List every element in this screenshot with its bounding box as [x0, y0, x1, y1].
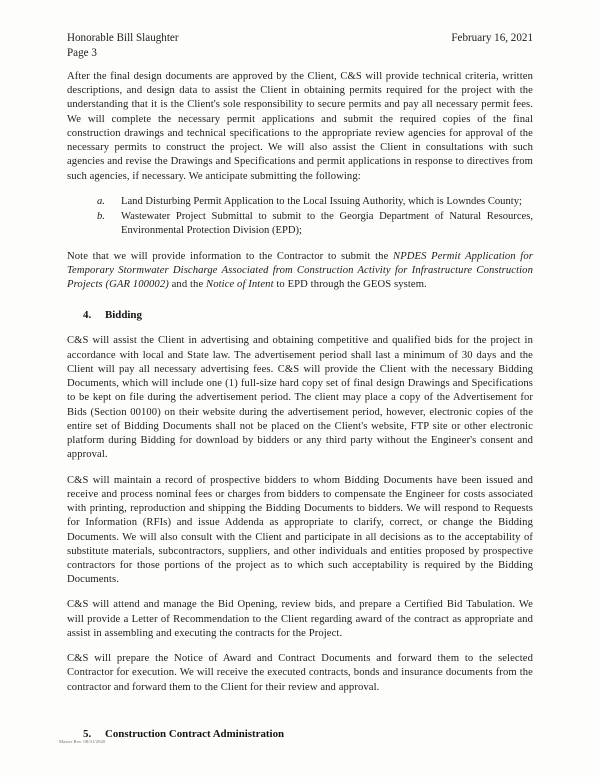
npdes-permit-title: NPDES Permit Application for Temporary Stormwater Discharge Associated from Construction Activity for Infrastructure Construction Projects (GAR 100002) [67, 250, 533, 291]
section-number: 5. [83, 727, 92, 740]
section-heading-construction-contract-administration [67, 727, 533, 741]
letter-date: February 16, 2021 [451, 32, 533, 44]
permit-submittal-list [67, 195, 533, 239]
notice-of-intent-title: Notice of Intent [206, 279, 274, 291]
recipient-name: Honorable Bill Slaughter [67, 32, 179, 44]
paragraph-bid-opening: C&S will attend and manage the Bid Opening, review bids, and prepare a Certified Bid Tabulation. We will provide a Letter of Recommendation to the Client regarding award of the contract as appropriate and assist in assembling and executing the contracts for the Project. [67, 599, 533, 639]
page-number-label: Page 3 [67, 46, 97, 59]
letter-body [67, 70, 533, 753]
header-right-block [451, 31, 533, 46]
section-title: Construction Contract Administration [105, 727, 285, 740]
section-title: Bidding [105, 309, 142, 322]
section-number: 4. [83, 309, 92, 322]
letter-header [67, 31, 533, 60]
npdes-note-lead: Note that we will provide information to the Contractor to submit the [67, 250, 394, 262]
paragraph-npdes-note [67, 250, 533, 293]
list-item-text: Land Disturbing Permit Application to the Local Issuing Authority, which is Lowndes County; [121, 195, 522, 207]
paragraph-bidding-advertising: C&S will assist the Client in advertising and obtaining competitive and qualified bids for the project in accordance with local and State law. The advertisement period shall last a minimum of 30 days and the Client will pay all necessary advertising fees. C&S will provide the Client with the necessary Bidding Documents, which will include one (1) full-size hard copy set of final design Drawings and Specifications to be kept on file during the advertisement period. The client may place a copy of the Advertisement for Bids (Section 00100) on their website during the advertisement period, however, electronic copies of the entire set of Bidding Documents shall not be placed on the Client's website, FTP site or other electronic platform during Bidding for download by bidders or any third party without the Engineer's consent and approval. [67, 335, 533, 461]
footer-revision-stamp: Master Rev. 08/31/2020 [59, 739, 106, 744]
list-item-marker: a. [97, 195, 105, 207]
paragraph-permits-intro: After the final design documents are approved by the Client, C&S will provide technical criteria, written descriptions, and design data to assist the Client in obtaining permits required for the project with the understanding that it is the Client's sole responsibility to secure permits and pay all necessary permit fees. We will complete the necessary permit applications and submit the required copies of the final construction drawings and technical specifications to the appropriate review agencies for approval of the necessary permits to construct the project. We will also assist the Client in consultations with such agencies and revise the Drawings and Specifications and permit applications in response to directives from such agencies, if necessary. We anticipate submitting the following: [67, 71, 533, 182]
npdes-note-conjunction: and the [168, 279, 207, 291]
section-spacer [67, 705, 533, 711]
paragraph-notice-of-award: C&S will prepare the Notice of Award and Contract Documents and forward them to the selected Contractor for execution. We will receive the executed contracts, bonds and insurance documents from the contractor and forward them to the Client for their review and approval. [67, 653, 533, 693]
header-left-block [67, 31, 179, 60]
list-item [97, 210, 533, 238]
list-item [97, 195, 533, 209]
paragraph-bidding-records: C&S will maintain a record of prospective bidders to whom Bidding Documents have been issued and receive and process nominal fees or charges from bidders to compensate the Engineer for costs associated with printing, reproduction and shipping the Bidding Documents to bidders. We will respond to Requests for Information (RFIs) and issue Addenda as appropriate to clarify, correct, or change the Bidding Documents. We will also consult with the Client and participate in all decisions as to the acceptability of substitute materials, subcontractors, suppliers, and other individuals and entities proposed by prospective contractors for those portions of the project as to which such acceptability is required by the Bidding Documents. [67, 474, 533, 586]
section-heading-bidding [67, 308, 533, 322]
list-item-marker: b. [97, 211, 105, 223]
list-item-text: Wastewater Project Submittal to submit to the Georgia Department of Natural Resources, Environmental Protection Division (EPD); [121, 211, 533, 237]
npdes-note-tail: to EPD through the GEOS system. [273, 279, 427, 291]
